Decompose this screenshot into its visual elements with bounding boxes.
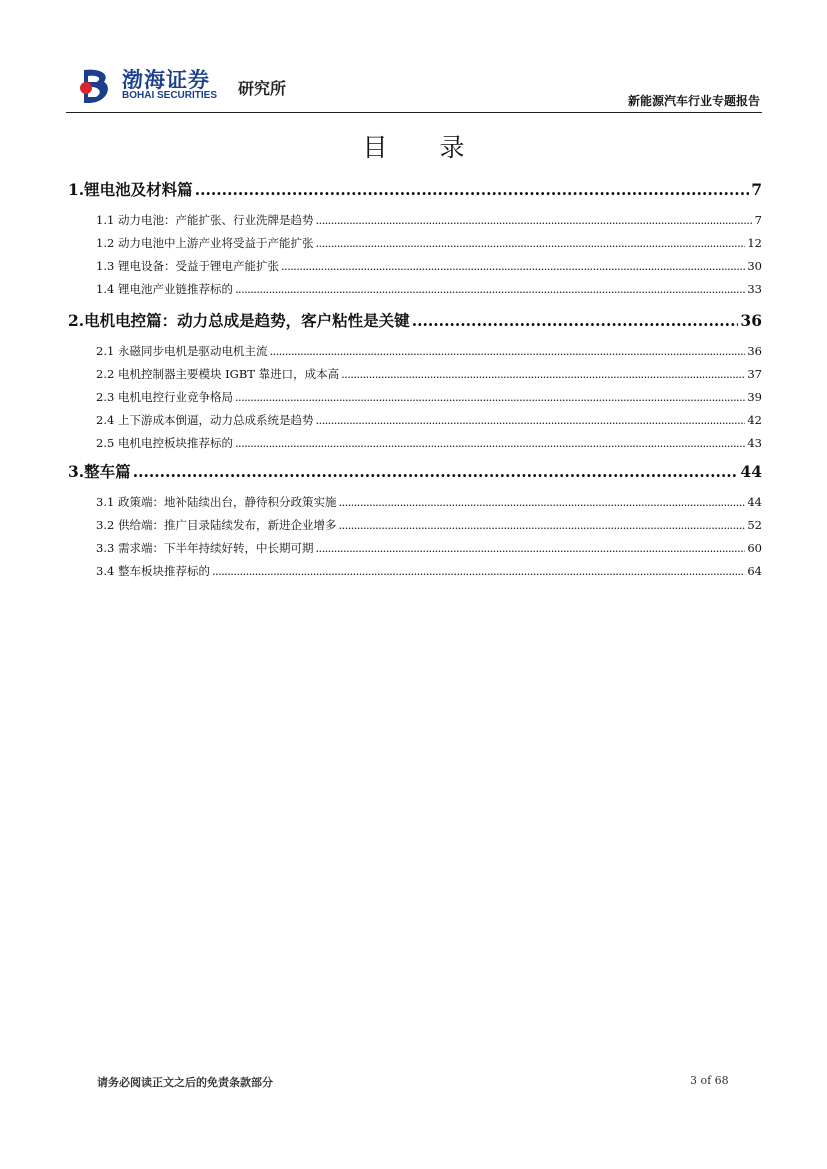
toc-entry-label: 2.2 电机控制器主要模块 IGBT 靠进口，成本高: [96, 367, 340, 381]
toc-chapter-entry[interactable]: [68, 309, 762, 331]
toc-entry-page: 30: [747, 259, 762, 273]
toc-entry-page: 52: [747, 518, 762, 532]
toc-entry-label: 3.4 整车板块推荐标的: [96, 564, 210, 578]
toc-leader-dots: [212, 564, 745, 578]
logo-english-name: BOHAI SECURITIES: [122, 90, 218, 101]
toc-heading: 目 录: [362, 133, 487, 162]
toc-entry-label: 3.整车篇: [68, 462, 131, 481]
toc-leader-dots: [315, 413, 745, 427]
toc-section-entry[interactable]: [96, 563, 762, 579]
toc-entry-page: 7: [751, 180, 762, 199]
toc-leader-dots: [235, 390, 745, 404]
toc-entry-label: 3.1 政策端：地补陆续出台，静待积分政策实施: [96, 495, 337, 509]
toc-entry-label: 1.1 动力电池：产能扩张、行业洗牌是趋势: [96, 213, 314, 227]
toc-section-entry[interactable]: [96, 389, 762, 405]
disclaimer-note: 请务必阅读正文之后的免责条款部分: [97, 1076, 273, 1089]
toc-entry-page: 60: [747, 541, 762, 555]
toc-chapter-entry[interactable]: [68, 460, 762, 482]
toc-entry-page: 44: [740, 462, 762, 481]
toc-section-entry[interactable]: [96, 366, 762, 382]
bohai-logo-icon: [78, 66, 114, 106]
toc-leader-dots: [195, 180, 750, 199]
toc-entry-label: 1.4 锂电池产业链推荐标的: [96, 282, 233, 296]
report-title: 新能源汽车行业专题报告: [627, 94, 760, 108]
toc-entry-page: 44: [747, 495, 762, 509]
toc-entry-page: 42: [747, 413, 762, 427]
page-header: [68, 58, 760, 114]
toc-entry-label: 1.3 锂电设备：受益于锂电产能扩张: [96, 259, 279, 273]
toc-leader-dots: [315, 236, 745, 250]
toc-section-entry[interactable]: [96, 412, 762, 428]
page-number: 3 of 68: [690, 1074, 729, 1087]
toc-entry-page: 64: [747, 564, 762, 578]
toc-leader-dots: [281, 259, 745, 273]
toc-leader-dots: [269, 344, 745, 358]
toc-section-entry[interactable]: [96, 435, 762, 451]
toc-leader-dots: [338, 518, 745, 532]
toc-entry-label: 1.锂电池及材料篇: [68, 180, 193, 199]
toc-entry-page: 39: [747, 390, 762, 404]
toc-section-entry[interactable]: [96, 517, 762, 533]
toc-entry-label: 2.4 上下游成本倒逼，动力总成系统是趋势: [96, 413, 314, 427]
toc-entry-label: 2.1 永磁同步电机是驱动电机主流: [96, 344, 268, 358]
toc-leader-dots: [341, 367, 745, 381]
toc-leader-dots: [235, 436, 745, 450]
toc-entry-label: 2.电机电控篇：动力总成是趋势，客户粘性是关键: [68, 311, 410, 330]
toc-entry-label: 2.5 电机电控板块推荐标的: [96, 436, 233, 450]
toc-chapter-entry[interactable]: [68, 178, 762, 200]
toc-leader-dots: [338, 495, 745, 509]
toc-section-entry[interactable]: [96, 540, 762, 556]
toc-section-entry[interactable]: [96, 235, 762, 251]
toc-entry-page: 7: [754, 213, 762, 227]
toc-entry-page: 12: [747, 236, 762, 250]
header-divider: [66, 112, 762, 113]
toc-leader-dots: [133, 462, 739, 481]
company-logo: [78, 62, 288, 110]
toc-leader-dots: [315, 213, 752, 227]
toc-section-entry[interactable]: [96, 258, 762, 274]
toc-section-entry[interactable]: [96, 212, 762, 228]
toc-entry-page: 33: [747, 282, 762, 296]
toc-leader-dots: [315, 541, 745, 555]
toc-leader-dots: [235, 282, 745, 296]
research-dept-label: 研究所: [238, 79, 287, 98]
toc-entry-page: 36: [747, 344, 762, 358]
toc-section-entry[interactable]: [96, 343, 762, 359]
toc-entry-page: 36: [740, 311, 762, 330]
toc-entry-label: 1.2 动力电池中上游产业将受益于产能扩张: [96, 236, 314, 250]
toc-leader-dots: [412, 311, 739, 330]
toc-section-entry[interactable]: [96, 494, 762, 510]
toc-entry-label: 2.3 电机电控行业竞争格局: [96, 390, 233, 404]
toc-section-entry[interactable]: [96, 281, 762, 297]
toc-entry-page: 43: [747, 436, 762, 450]
toc-entry-page: 37: [747, 367, 762, 381]
toc-entry-label: 3.3 需求端：下半年持续好转，中长期可期: [96, 541, 314, 555]
logo-chinese-name: 渤海证券: [122, 68, 210, 92]
toc-entry-label: 3.2 供给端：推广目录陆续发布，新进企业增多: [96, 518, 337, 532]
